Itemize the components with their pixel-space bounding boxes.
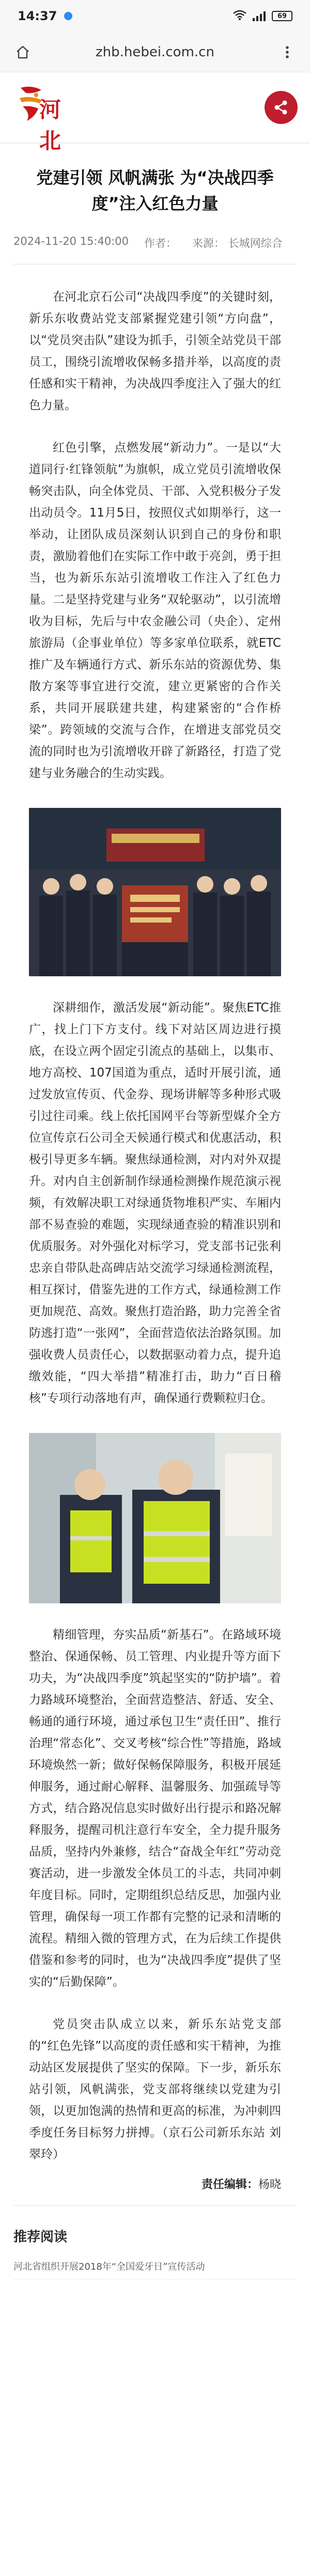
site-header	[0, 72, 310, 153]
home-icon[interactable]	[12, 42, 33, 63]
share-button[interactable]	[265, 91, 298, 124]
battery-level: 69	[277, 12, 287, 20]
article	[0, 144, 310, 2280]
related-link[interactable]: 河北省组织开展2018年“全国爱牙日”宣传活动	[13, 2260, 297, 2280]
article-paragraph: 深耕细作，激活发展“新动能”。聚焦ETC推广，找上门下方支付。线下对站区周边进行摸底，在设立两个固定引流点的基础上，以集市、地方高校、107国道为重点，适时开展引流，通过发放宣传页、代金券、现场讲解等多种形式吸引过往司乘。线上依托国网平台等新型媒介全方位宣传京石公司全天候通行模式和优惠活动，积极引导更多车辆。聚焦绿通检测，对内对外双提升。对内自主创新制作绿通检测操作规范演示视频，有效解决职工对绿通货物堆积严实、车厢内部不易查验的难题，实现绿通查验的精准识别和优质服务。对外强化对标学习，党支部书记张利忠亲自带队赴高碑店站交流学习绿通检测流程，相互探讨，借鉴先进的工作方式，绿通检测工作更加规范、高效。聚焦打造治路，助力完善全省防逃打造“一张网”，全面营造依法治路氛围。加强收费人员责任心，以数据驱动着力点，提升追缴效能，“四大举措”精准打击，助力“百日稽核”专项行动落地有声，确保通行费颗粒归仓。	[29, 1001, 281, 1406]
status-time: 14:37	[18, 9, 57, 23]
editor-name: 杨晓	[258, 2178, 281, 2192]
publish-date: 2024-11-20 15:40:00	[13, 235, 129, 248]
related-heading: 推荐阅读	[13, 2229, 68, 2245]
notification-dot-icon	[64, 12, 72, 20]
browser-address-bar	[0, 32, 310, 72]
article-meta	[13, 235, 297, 251]
article-paragraph: 党员突击队成立以来，新乐东站党支部的“红色先锋”以高度的责任感和实干精神，为推动站区发展提供了坚实的保障。下一步，新乐东站引领，风帆满张，党支部将继续以党建为引领，以更加饱满的热情和更高的标准，为冲刺四季度任务目标努力拼搏。（京石公司新乐东站 刘翠玲）	[29, 2018, 281, 2162]
battery-icon	[272, 11, 292, 21]
more-menu-icon[interactable]	[277, 42, 298, 63]
wifi-icon	[233, 10, 246, 23]
logo-text: 河北	[39, 97, 63, 153]
article-paragraph: 在河北京石公司“决战四季度”的关键时刻，新乐东收费站党支部紧握党建引领“方向盘”，以“党员突击队”建设为抓手，引领全站党员干部员工，围绕引流增收保畅多措并举，以高度的责任感和实干精神，为决战四季度注入了强大的红色力量。	[29, 290, 281, 413]
url-field[interactable]: zhb.hebei.com.cn	[96, 44, 214, 60]
signal-icon	[253, 11, 266, 21]
article-title: 党建引领 风帆满张 为“决战四季度”注入红色力量	[36, 168, 274, 213]
share-icon	[272, 99, 290, 116]
article-paragraph: 精细管理，夯实品质“新基石”。在路域环境整治、保通保畅、员工管理、内业提升等方面下功夫，为“决战四季度”筑起坚实的“防护墙”。着力路域环境整治，全面营造整洁、舒适、安全、畅通的通行环境，通过承包卫生“责任田”、推行治理“常态化”、交叉考核“综合性”等措施，路域环境焕然一新；做好保畅保障服务，积极开展延伸服务，通过耐心解释、温馨服务、加强疏导等方式，结合路况信息实时做好出行提示和路况解释服务，提醒司机注意行车安全，全力提升服务品质，坚持内外兼修，结合“奋战全年红”劳动竞赛活动，进一步激发全体员工的斗志，共同冲刺年度目标。同时，定期组织总结反思，加强内业管理，确保每一项工作都有完整的记录和清晰的流程。精细入微的管理方式，在为后续工作提供借鉴和参考的同时，也为“决战四季度”提供了坚实的“后勤保障”。	[29, 1628, 281, 1989]
article-photo-group	[29, 808, 281, 976]
status-bar	[0, 0, 310, 32]
site-logo[interactable]	[11, 79, 84, 153]
article-paragraph: 红色引擎，点燃发展“新动力”。一是以“大道同行·红锋领航”为旗帜，成立党员引流增收保畅突击队，向全体党员、干部、入党积极分子发出动员令。11月5日，按照仪式如期举行，这一举动，让团队成员深刻认识到自己的身份和职责，激励着他们在实际工作中敢于亮剑，勇于担当，也为新乐东站引流增收工作注入了红色力量。二是坚持党建与业务“双轮驱动”，以引流增收为目标，先后与中农金融公司（央企）、定州旅游局（企事业单位）等多家单位联系，就ETC推广及车辆通行方式、新乐东站的资源优势、集散方案等事宜进行交流，建立更紧密的合作关系，共同开展联建共建，构建紧密的“合作桥梁”。跨领域的交流与合作，在增进支部党员交流的同时也为引流增收开辟了新路径，打造了党建与业务融合的生动实践。	[29, 441, 281, 780]
divider	[13, 2205, 297, 2206]
editor-label: 责任编辑：	[201, 2178, 258, 2192]
source-label: 来源： 长城网综合	[192, 237, 283, 250]
status-icons	[233, 10, 292, 23]
author-label: 作者：	[144, 237, 177, 250]
responsible-editor	[29, 2176, 281, 2192]
article-photo-tollbooth	[29, 1433, 281, 1603]
